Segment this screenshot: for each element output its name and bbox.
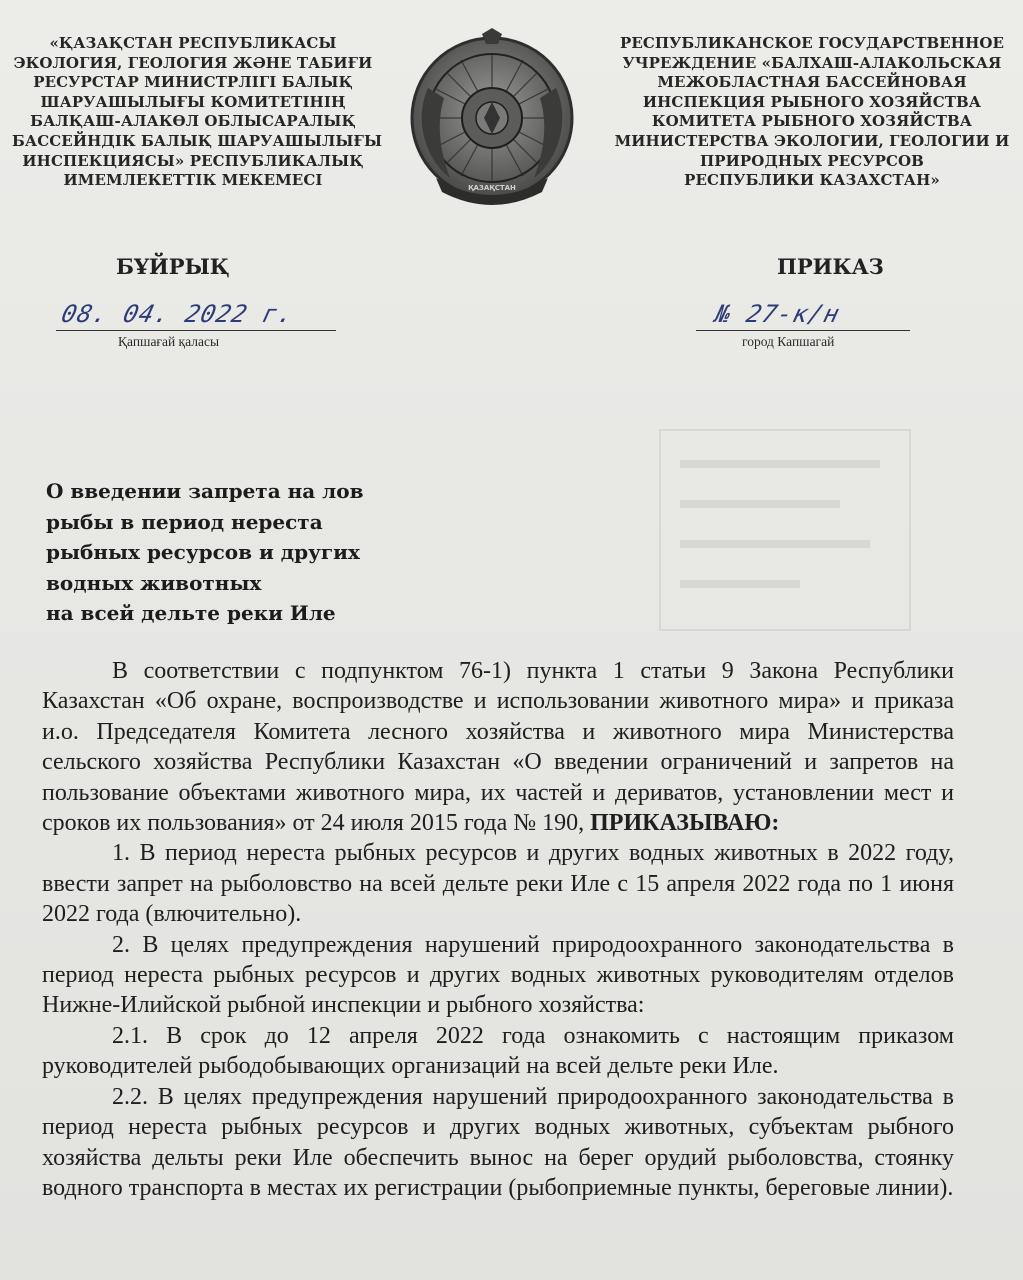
title-line: водных животных	[46, 570, 262, 595]
header-line: ИНСПЕКЦИЯСЫ» РЕСПУБЛИКАЛЫҚ	[22, 151, 364, 170]
paragraph-2-2: 2.2. В целях предупреждения нарушений природоохранного законодательства в период нереста рыбных ресурсов и других водных животных, субъектам рыбного хозяйства дельты реки Иле обеспечить вынос на берег орудий рыболовства, стоянку водного транспорта в местах их регистрации (рыбоприемные пункты, береговые линии).	[42, 1083, 954, 1201]
order-body	[42, 656, 954, 1203]
order-title	[46, 476, 364, 629]
emblem-ribbon-text: ҚАЗАҚСТАН	[468, 184, 516, 192]
header-line: МИНИСТЕРСТВА ЭКОЛОГИИ, ГЕОЛОГИИ И	[614, 131, 1010, 150]
header-line: ПРИРОДНЫХ РЕСУРСОВ	[700, 151, 924, 170]
handwritten-date: 08. 04. 2022 г.	[58, 300, 298, 328]
header-line: БАЛҚАШ-АЛАКӨЛ ОБЛЫСАРАЛЫҚ	[30, 112, 356, 131]
header-line: КОМИТЕТА РЫБНОГО ХОЗЯЙСТВА	[651, 112, 973, 131]
paragraph-2: 2. В целях предупреждения нарушений природоохранного законодательства в период нереста рыбных ресурсов и других водных животных руководителям отделов Нижне-Илийской рыбной инспекции и рыбного хозяйства:	[42, 931, 954, 1019]
header-line: ШАРУАШЫЛЫҒЫ КОМИТЕТІНІҢ	[40, 92, 346, 111]
header-line: ИНСПЕКЦИЯ РЫБНОГО ХОЗЯЙСТВА	[642, 92, 982, 111]
doc-type-kazakh: БҰЙРЫҚ	[116, 254, 230, 279]
number-underline	[696, 330, 910, 331]
header-line: БАССЕЙНДІК БАЛЫҚ ШАРУАШЫЛЫҒЫ	[12, 131, 383, 150]
preamble-paragraph	[42, 656, 954, 838]
doc-type-russian: ПРИКАЗ	[777, 254, 884, 279]
header-line: РЕСПУБЛИКИ КАЗАХСТАН»	[684, 171, 940, 190]
city-kazakh: Қапшағай қаласы	[118, 334, 220, 349]
bleed-through-shadow	[600, 420, 930, 640]
title-line: рыбы в период нереста	[46, 509, 323, 534]
handwritten-number: № 27-к/н	[712, 300, 844, 328]
order-word: ПРИКАЗЫВАЮ:	[590, 810, 780, 837]
header-line: УЧРЕЖДЕНИЕ «БАЛХАШ-АЛАКОЛЬСКАЯ	[622, 53, 1002, 72]
header-russian	[612, 34, 1012, 191]
title-line: рыбных ресурсов и других	[46, 540, 360, 564]
city-russian: город Капшагай	[742, 334, 835, 349]
header-line: «ҚАЗАҚСТАН РЕСПУБЛИКАСЫ	[49, 34, 337, 52]
preamble-text: В соответствии с подпунктом 76-1) пункта 1 статьи 9 Закона Республики Казахстан «Об охране, воспроизводстве и использовании животного мира» и приказа и.о. Председателя Комитета лесного хозяйства и животного мира Министерства сельского хозяйства Республики Казахстан «О введении ограничений и запретов на пользование объектами животного мира, их частей и дериватов, установлении мест и сроков их пользования» от 24 июля 2015 года № 190,	[42, 658, 954, 837]
header-line: МЕЖОБЛАСТНАЯ БАССЕЙНОВАЯ	[657, 73, 967, 92]
header-line: ЭКОЛОГИЯ, ГЕОЛОГИЯ ЖӘНЕ ТАБИҒИ	[13, 53, 373, 72]
header-line: РЕСУРСТАР МИНИСТРЛІГІ БАЛЫҚ	[33, 73, 353, 92]
paragraph-2-1: 2.1. В срок до 12 апреля 2022 года ознакомить с настоящим приказом руководителей рыбодобывающих организаций на всей дельте реки Иле.	[42, 1022, 954, 1080]
title-line: на всей дельте реки Иле	[46, 601, 336, 625]
header-line: РЕСПУБЛИКАНСКОЕ ГОСУДАРСТВЕННОЕ	[619, 34, 1005, 52]
header-kazakh	[12, 34, 383, 191]
paragraph-1: 1. В период нереста рыбных ресурсов и других водных животных в 2022 году, ввести запрет на рыболовство на всей дельте реки Иле с 15 апреля 2022 года по 1 июня 2022 года (влючительно).	[42, 840, 954, 928]
title-line: О введении запрета на лов	[46, 479, 364, 503]
date-underline	[56, 330, 336, 331]
header-line: ИМЕМЛЕКЕТТІК МЕКЕМЕСІ	[63, 171, 323, 190]
